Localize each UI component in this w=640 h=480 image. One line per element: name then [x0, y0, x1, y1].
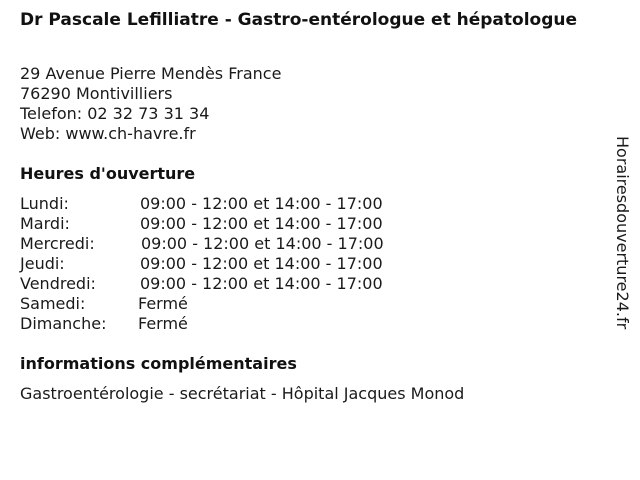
additional-info-heading: informations complémentaires — [20, 354, 297, 373]
day-label: Mardi: — [20, 214, 70, 233]
time-value: 09:00 - 12:00 et 14:00 - 17:00 — [140, 274, 383, 293]
time-value: 09:00 - 12:00 et 14:00 - 17:00 — [141, 234, 384, 253]
phone-number: Telefon: 02 32 73 31 34 — [20, 104, 210, 123]
contact-block — [20, 64, 281, 144]
opening-hours-table — [20, 194, 384, 334]
day-label: Mercredi: — [20, 234, 95, 253]
hours-row-thursday — [20, 254, 383, 274]
day-label: Jeudi: — [20, 254, 65, 273]
day-label: Lundi: — [20, 194, 69, 213]
hours-row-wednesday — [20, 234, 384, 254]
day-label: Dimanche: — [20, 314, 107, 333]
time-value: 09:00 - 12:00 et 14:00 - 17:00 — [140, 214, 383, 233]
address-street: 29 Avenue Pierre Mendès France — [20, 64, 282, 83]
day-label: Samedi: — [20, 294, 86, 313]
hours-row-tuesday — [20, 214, 383, 234]
time-value: Fermé — [138, 314, 188, 333]
hours-row-sunday — [20, 314, 188, 334]
day-label: Vendredi: — [20, 274, 96, 293]
opening-hours-heading: Heures d'ouverture — [20, 164, 196, 183]
page-title: Dr Pascale Lefilliatre - Gastro-entérologue et hépatologue — [20, 10, 578, 30]
additional-info-text: Gastroentérologie - secrétariat - Hôpital Jacques Monod — [20, 384, 465, 403]
address-city: 76290 Montivilliers — [20, 84, 173, 103]
site-brand-vertical[interactable]: Horairesdouverture24.fr — [613, 136, 632, 330]
time-value: 09:00 - 12:00 et 14:00 - 17:00 — [140, 194, 383, 213]
time-value: Fermé — [138, 294, 188, 313]
hours-row-monday — [20, 194, 383, 214]
time-value: 09:00 - 12:00 et 14:00 - 17:00 — [140, 254, 383, 273]
hours-row-friday — [20, 274, 383, 294]
website-link[interactable]: Web: www.ch-havre.fr — [20, 124, 196, 143]
hours-row-saturday — [20, 294, 188, 314]
